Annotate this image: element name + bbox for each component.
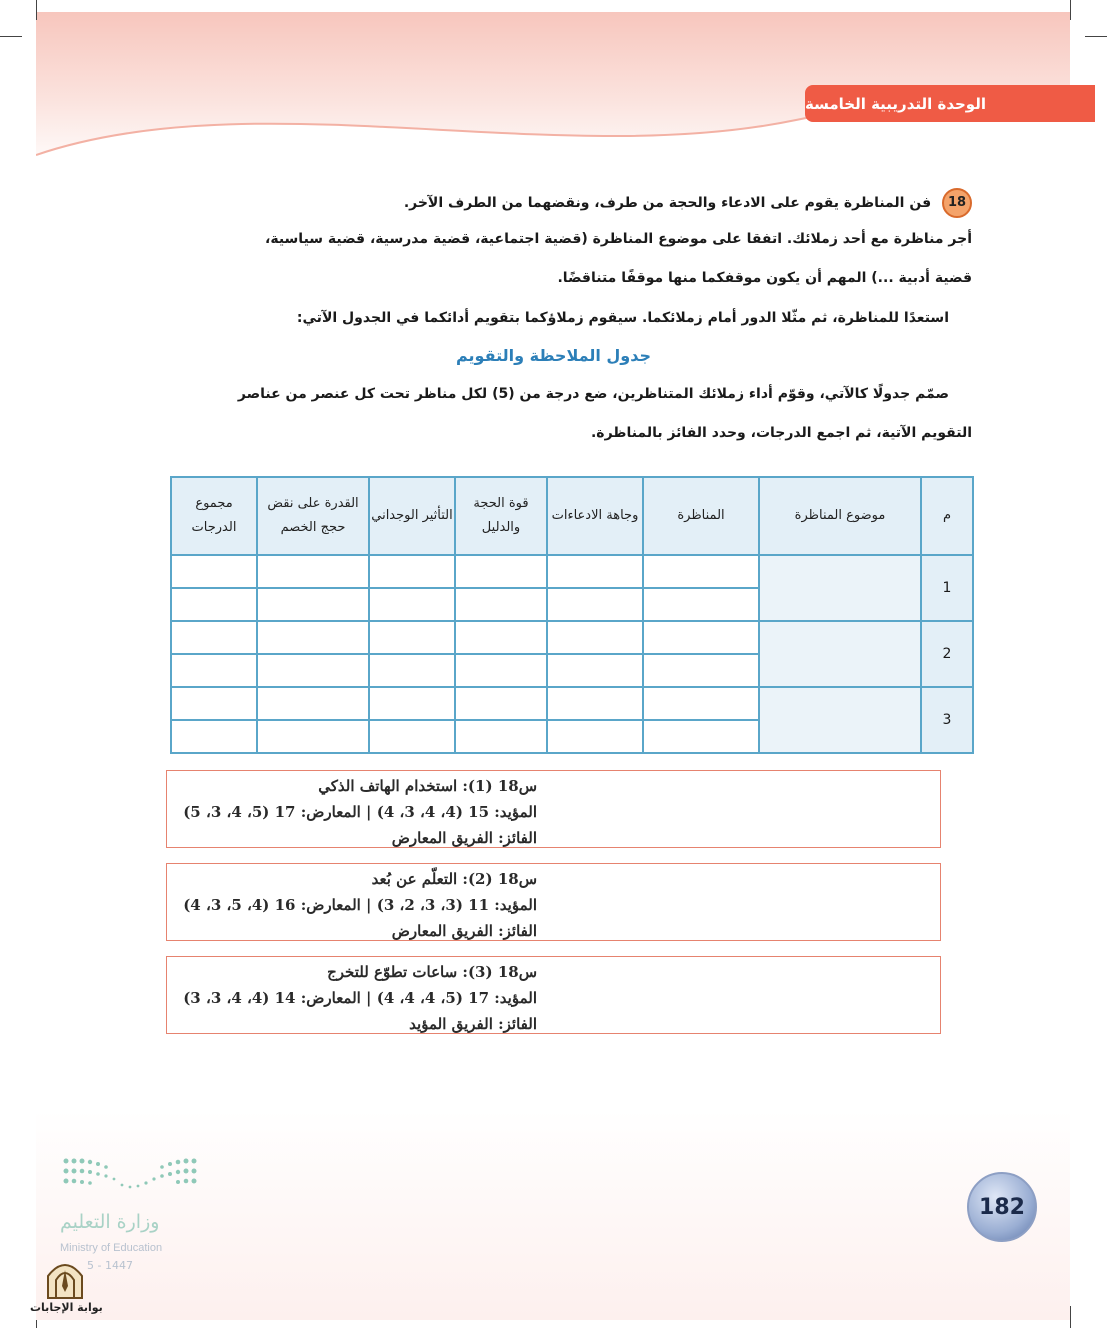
row-number: 1 [921,555,973,621]
question-line-1 [404,188,972,218]
answer-title: س18 (1): استخدام الهاتف الذكي [318,777,537,795]
table-cell[interactable] [369,720,455,753]
table-cell[interactable] [547,555,643,588]
table-cell[interactable] [369,588,455,621]
table-cell[interactable] [257,555,369,588]
question-number-badge: 18 [942,188,972,218]
table-row [171,621,973,654]
table-cell[interactable] [369,621,455,654]
portal-logo-icon [44,1256,86,1300]
answer-scores: المؤيد: 11 (3، 3، 2، 3) | المعارض: 16 (4، 5، 3، 4) [183,896,537,914]
table-cell[interactable] [455,654,547,687]
table-cell[interactable] [547,621,643,654]
edition-year: 5 - 1447 [87,1259,133,1272]
table-cell[interactable] [455,687,547,720]
crop-mark [0,36,22,37]
crop-mark [1070,0,1071,20]
question-line-2: أجر مناظرة مع أحد زملائك. اتفقا على موضوع المناظرة (قضية اجتماعية، قضية مدرسية، قضية سياسية، [265,231,972,247]
unit-title-tab: الوحدة التدريبية الخامسة [805,85,1095,122]
crop-mark [36,0,37,20]
instructions-line-1: صمّم جدولًا كالآتي، وقوّم أداء زملائك المتناظرين، ضع درجة من (5) لكل مناظر تحت كل عنصر من عناصر [237,386,949,402]
answer-box-3 [166,956,941,1034]
table-cell[interactable] [643,621,759,654]
table-cell[interactable] [547,654,643,687]
portal-label: بوابة الإجابات [30,1301,103,1314]
header-claims: وجاهة الادعاءات [547,477,643,555]
table-cell[interactable] [369,654,455,687]
table-cell[interactable] [643,588,759,621]
table-cell[interactable] [643,654,759,687]
table-cell[interactable] [455,555,547,588]
table-cell[interactable] [547,687,643,720]
ministry-logo-icon [60,1155,200,1205]
table-cell[interactable] [171,555,257,588]
evaluation-table [170,476,974,754]
table-cell[interactable] [369,555,455,588]
answer-title: س18 (3): ساعات تطوّع للتخرج [327,963,537,981]
ministry-name-english: Ministry of Education [60,1242,163,1254]
table-cell[interactable] [171,654,257,687]
answer-winner: الفائز: الفريق المعارض [391,922,537,940]
instructions-line-2: التقويم الآتية، ثم اجمع الدرجات، وحدد الفائز بالمناظرة. [590,425,972,441]
answer-box-1 [166,770,941,848]
header-m: م [921,477,973,555]
table-cell[interactable] [257,654,369,687]
topic-cell[interactable] [759,555,921,621]
header-argument: قوة الحجة والدليل [455,477,547,555]
answer-scores: المؤيد: 17 (5، 4، 4، 4) | المعارض: 14 (4، 4، 3، 3) [183,989,537,1007]
table-cell[interactable] [257,588,369,621]
crop-mark [1070,1306,1071,1328]
ministry-name-arabic: وزارة التعليم [60,1211,160,1233]
table-cell[interactable] [257,687,369,720]
section-title: جدول الملاحظة والتقويم [456,346,651,365]
question-text: فن المناظرة يقوم على الادعاء والحجة من طرف، ونقضهما من الطرف الآخر. [403,195,932,211]
page-number-badge: 182 [967,1172,1037,1242]
table-cell[interactable] [455,621,547,654]
table-cell[interactable] [257,621,369,654]
header-total: مجموع الدرجات [171,477,257,555]
answer-winner: الفائز: الفريق المؤيد [409,1015,537,1033]
table-cell[interactable] [257,720,369,753]
answer-scores: المؤيد: 15 (4، 4، 3، 4) | المعارض: 17 (5، 4، 3، 5) [183,803,537,821]
table-cell[interactable] [369,687,455,720]
table-cell[interactable] [643,687,759,720]
table-header-row [171,477,973,555]
header-emotion: التأثير الوجداني [369,477,455,555]
table-cell[interactable] [171,621,257,654]
row-number: 2 [921,621,973,687]
header-topic: موضوع المناظرة [759,477,921,555]
table-cell[interactable] [455,588,547,621]
crop-mark [1085,36,1107,37]
header-rebuttal: القدرة على نقض حجج الخصم [257,477,369,555]
table-row [171,555,973,588]
question-line-3: قضية أدبية ...) المهم أن يكون موقفكما منها موقفًا متناقضًا. [557,270,972,286]
topic-cell[interactable] [759,687,921,753]
question-line-4: استعدًا للمناظرة، ثم مثّلا الدور أمام زملائكما. سيقوم زملاؤكما بتقويم أدائكما في الجدول الآتي: [296,310,949,326]
table-row [171,687,973,720]
row-number: 3 [921,687,973,753]
table-cell[interactable] [547,588,643,621]
table-cell[interactable] [171,720,257,753]
answer-title: س18 (2): التعلّم عن بُعد [371,870,537,888]
table-cell[interactable] [455,720,547,753]
table-cell[interactable] [643,720,759,753]
answer-box-2 [166,863,941,941]
topic-cell[interactable] [759,621,921,687]
table-cell[interactable] [171,687,257,720]
table-cell[interactable] [643,555,759,588]
table-cell[interactable] [171,588,257,621]
header-debater: المناظرة [643,477,759,555]
table-cell[interactable] [547,720,643,753]
answer-winner: الفائز: الفريق المعارض [391,829,537,847]
